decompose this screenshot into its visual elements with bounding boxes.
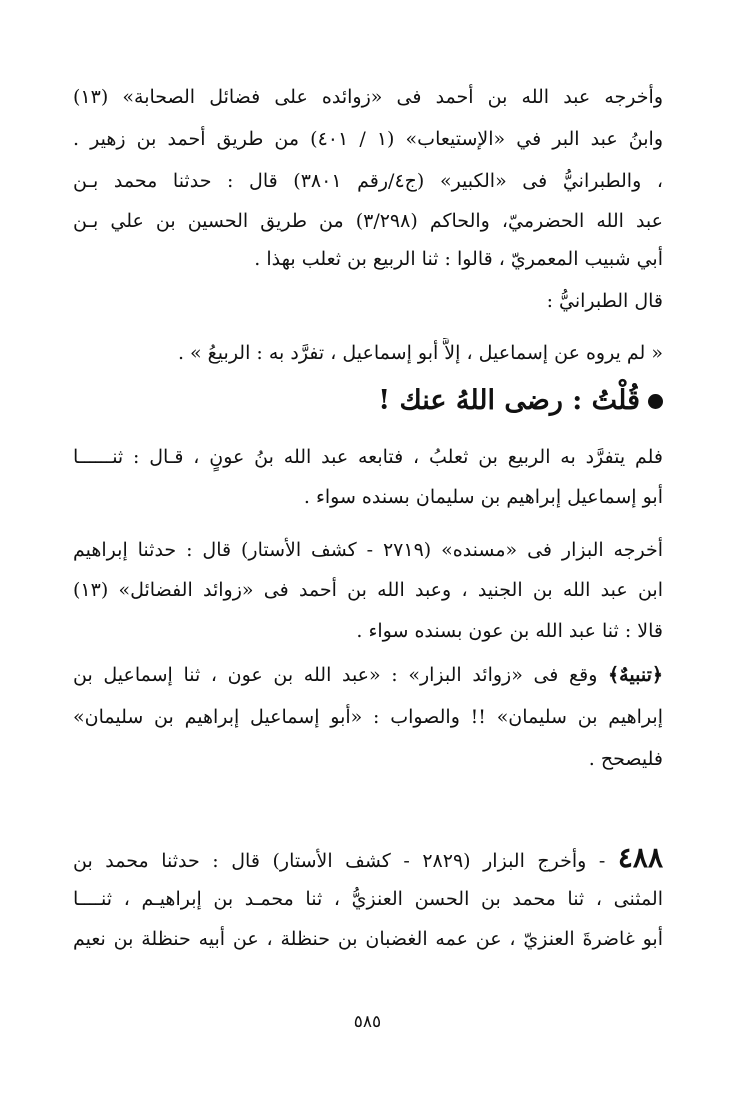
tabarani-quote: « لم يروه عن إسماعيل ، إلاَّ أبو إسماعيل ، تفرَّد به : الربيعُ » . <box>177 342 663 364</box>
paragraph1-line1: وأخرجه عبد الله بن أحمد فى «زوائده على فضائل الصحابة» (١٣) <box>73 86 663 108</box>
note-label: ﴿تنبيهٌ﴾ <box>608 664 663 686</box>
hadith-488-line1-text: - وأخرج البزار (٢٨٢٩ - كشف الأستار) قال : حدثنا محمد بن <box>73 850 606 872</box>
paragraph2-line1: فلم يتفرَّد به الربيع بن ثعلبُ ، فتابعه عبد الله بنُ عونٍ ، قـال : ثنــــــا <box>73 446 663 468</box>
section-heading <box>73 381 663 421</box>
paragraph1-line5: أبي شبيب المعمريّ ، قالوا : ثنا الربيع بن ثعلب بهذا . <box>254 248 663 270</box>
hadith-488-line2: المثنى ، ثنا محمد بن الحسن العنزيُّ ، ثنا محمـد بن إبراهيـم ، ثنــــا <box>73 888 663 910</box>
tabarani-label: قال الطبرانيُّ : <box>546 290 663 312</box>
paragraph3-line3: قالا : ثنا عبد الله بن عون بسنده سواء . <box>356 620 663 642</box>
paragraph3-line2: ابن عبد الله بن الجنيد ، وعبد الله بن أحمد فى «زوائد الفضائل» (١٣) <box>73 579 663 601</box>
paragraph1-line4: عبد الله الحضرميّ، والحاكم (٣/٢٩٨) من طريق الحسين بن علي بـن <box>73 210 663 232</box>
paragraph3-line1: أخرجه البزار فى «مسنده» (٢٧١٩ - كشف الأستار) قال : حدثنا إبراهيم <box>73 539 663 561</box>
paragraph2-line2: أبو إسماعيل إبراهيم بن سليمان بسنده سواء . <box>303 486 663 508</box>
bullet-icon <box>648 394 663 409</box>
note-line1 <box>73 660 663 690</box>
note-line1-text: وقع فى «زوائد البزار» : «عبد الله بن عون ، ثنا إسماعيل بن <box>73 664 598 686</box>
paragraph1-line3: ، والطبرانيُّ فى «الكبير» (ج٤/رقم ٣٨٠١) قال : حدثنا محمد بـن <box>73 170 663 192</box>
heading-text: قُلْتُ : رضى اللهُ عنك ! <box>378 385 640 416</box>
note-line3: فليصحح . <box>588 748 663 770</box>
page-number: ٥٨٥ <box>353 1012 382 1032</box>
paragraph1-line2: وابنُ عبد البر في «الإستيعاب» (١ / ٤٠١) من طريق أحمد بن زهير . <box>73 128 663 150</box>
hadith-488-line3: أبو غاضرةَ العنزيّ ، عن عمه الغضبان بن حنظلة ، عن أبيه حنظلة بن نعيم <box>73 928 663 950</box>
note-line2: إبراهيم بن سليمان» !! والصواب : «أبو إسماعيل إبراهيم بن سليمان» <box>73 706 663 728</box>
hadith-488-line1 <box>73 843 663 876</box>
hadith-number: ٤٨٨ <box>617 843 663 874</box>
